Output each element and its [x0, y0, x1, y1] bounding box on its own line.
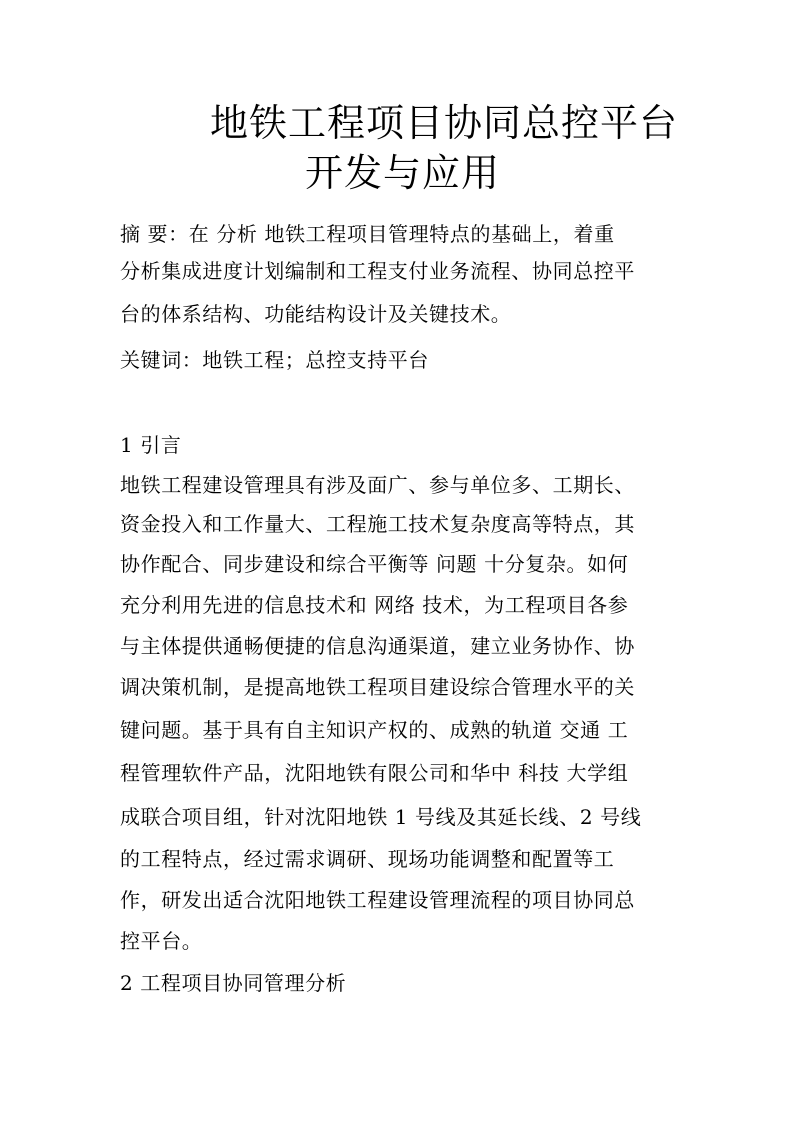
section-1-line-9: 成联合项目组，针对沈阳地铁 1 号线及其延长线、2 号线 [120, 805, 642, 829]
section-1-line-5: 与主体提供通畅便捷的信息沟通渠道，建立业务协作、协 [120, 634, 635, 658]
abstract-line-3: 台的体系结构、功能结构设计及关键技术。 [120, 302, 512, 326]
document-title-line-2: 开发与应用 [305, 151, 501, 195]
section-2-heading: 2 工程项目协同管理分析 [120, 971, 347, 995]
abstract-line-2: 分析集成进度计划编制和工程支付业务流程、协同总控平 [120, 259, 635, 283]
section-1-line-7: 键问题。基于具有自主知识产权的、成熟的轨道 交通 工 [120, 718, 629, 742]
section-1-line-12: 控平台。 [120, 929, 203, 953]
section-1-line-11: 作，研发出适合沈阳地铁工程建设管理流程的项目协同总 [120, 888, 635, 912]
abstract-line-1: 摘 要：在 分析 地铁工程项目管理特点的基础上，着重 [120, 222, 615, 246]
section-1-heading: 1 引言 [120, 433, 182, 457]
document-title-line-1: 地铁工程项目协同总控平台 [210, 101, 679, 145]
section-1-line-10: 的工程特点，经过需求调研、现场功能调整和配置等工 [120, 847, 615, 871]
keywords-line: 关键词：地铁工程；总控支持平台 [120, 348, 429, 372]
section-1-line-2: 资金投入和工作量大、工程施工技术复杂度高等特点，其 [120, 512, 635, 536]
section-1-line-1: 地铁工程建设管理具有涉及面广、参与单位多、工期长、 [120, 473, 635, 497]
section-1-line-3: 协作配合、同步建设和综合平衡等 问题 十分复杂。如何 [120, 552, 629, 576]
section-1-line-4: 充分利用先进的信息技术和 网络 技术，为工程项目各参 [120, 593, 629, 617]
section-1-line-6: 调决策机制，是提高地铁工程项目建设综合管理水平的关 [120, 675, 635, 699]
section-1-line-8: 程管理软件产品，沈阳地铁有限公司和华中 科技 大学组 [120, 761, 629, 785]
